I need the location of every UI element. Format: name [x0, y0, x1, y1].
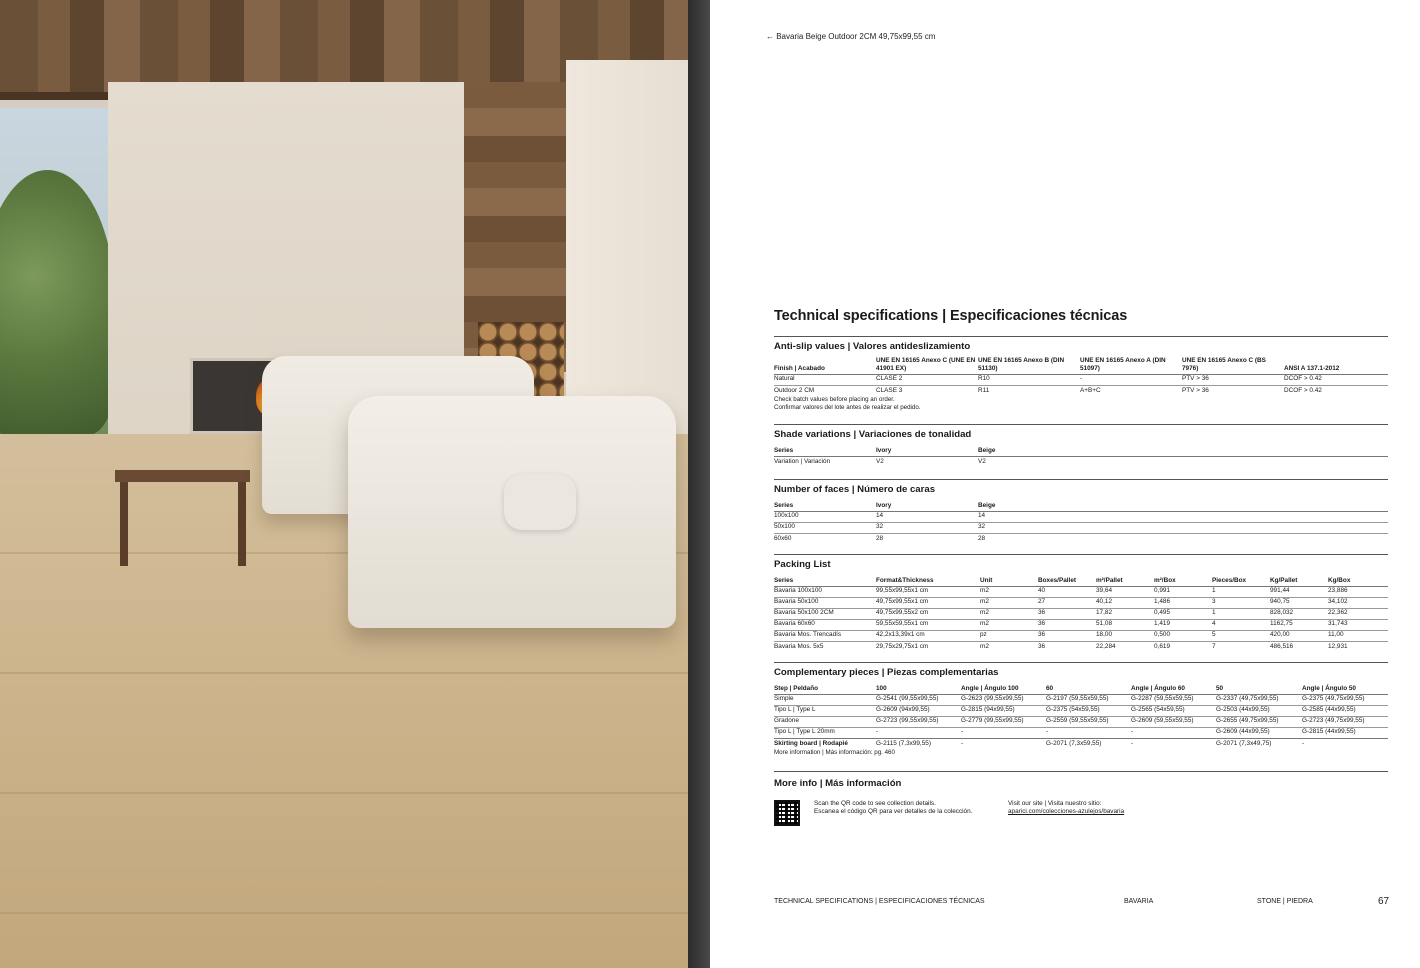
cell: m2 — [980, 597, 1038, 608]
column-header: UNE EN 16165 Anexo C (BS 7976) — [1182, 357, 1284, 374]
page-number: 67 — [1378, 896, 1390, 907]
section-title: Complementary pieces | Piezas complementarias — [774, 667, 999, 679]
section-title: More info | Más información — [774, 778, 902, 790]
cell: 49,75x99,55x1 cm — [876, 597, 980, 608]
cell: - — [961, 728, 964, 736]
cell: PTV > 36 — [1182, 374, 1284, 385]
section-title: Packing List — [774, 559, 831, 571]
cell: G-2287 (59,55x59,55) — [1131, 694, 1216, 705]
column-header: Finish | Acabado — [774, 357, 876, 374]
column-header: 100 — [876, 683, 961, 694]
cell: G-2503 (44x99,55) — [1216, 705, 1302, 716]
table-row — [774, 385, 1388, 396]
column-header: UNE EN 16165 Anexo A (DIN 51097) — [1080, 357, 1182, 374]
cell: 940,75 — [1270, 597, 1328, 608]
site-line: Visit our site | Visita nuestro sitio: — [1008, 800, 1102, 808]
more-info-row — [774, 800, 1388, 826]
cell: 0,495 — [1154, 608, 1212, 619]
cell: - — [961, 739, 964, 747]
cell: 99,55x99,55x1 cm — [876, 586, 980, 597]
cell: - — [876, 728, 879, 736]
cell: G-2197 (59,55x59,55) — [1046, 694, 1131, 705]
cell: 34,102 — [1328, 597, 1388, 608]
cell: G-2375 (49,75x99,55) — [1302, 694, 1388, 705]
cell: m2 — [980, 586, 1038, 597]
cell: G-2609 (44x99,55) — [1216, 728, 1270, 736]
cell: 7 — [1212, 642, 1216, 650]
footer-category: STONE | PIEDRA — [1257, 898, 1313, 905]
cell: 36 — [1038, 630, 1096, 641]
cell: 1 — [1212, 586, 1270, 597]
table-row — [774, 630, 1388, 641]
table-row — [774, 597, 1388, 608]
cell: 23,886 — [1328, 586, 1388, 597]
cell: Tipo L | Type L — [774, 705, 876, 716]
cell: 49,75x99,55x2 cm — [876, 608, 980, 619]
cell: 40 — [1038, 586, 1096, 597]
table-row — [774, 374, 1388, 385]
cell: m2 — [980, 619, 1038, 630]
cell: Outdoor 2 CM — [774, 386, 815, 394]
column-header: Boxes/Pallet — [1038, 575, 1096, 586]
cell: 0,991 — [1154, 586, 1212, 597]
cell: 36 — [1038, 608, 1096, 619]
column-header: Series — [774, 500, 876, 511]
cell: 0,619 — [1154, 642, 1170, 650]
cell: 12,931 — [1328, 642, 1348, 650]
cell: G-2071 (7,3x49,75) — [1216, 739, 1272, 747]
column-header: 50 — [1216, 683, 1302, 694]
batch-note-es: Confirmar valores del lote antes de realizar el pedido. — [774, 404, 921, 412]
table-leg — [238, 482, 246, 566]
anti-slip-section — [774, 336, 1388, 412]
cell: G-2541 (99,55x99,55) — [876, 694, 961, 705]
column-header: Beige — [978, 500, 1388, 511]
cell: G-2723 (99,55x99,55) — [876, 716, 961, 727]
cell: CLASE 2 — [876, 374, 978, 385]
cell: V2 — [978, 457, 986, 465]
column-header: ANSI A 137.1-2012 — [1284, 357, 1388, 374]
cell: - — [1046, 728, 1049, 736]
cell: G-2585 (44x99,55) — [1302, 705, 1388, 716]
cell: 1,486 — [1154, 597, 1212, 608]
site-link[interactable]: aparici.com/colecciones-azulejos/bavaria — [1008, 808, 1125, 816]
cell: A+B+C — [1080, 386, 1101, 394]
faces-section — [774, 479, 1388, 544]
column-header: UNE EN 16165 Anexo B (DIN 51130) — [978, 357, 1080, 374]
cushion — [504, 474, 576, 530]
cell: 22,362 — [1328, 608, 1388, 619]
shade-section — [774, 424, 1388, 467]
cell: 4 — [1212, 619, 1270, 630]
column-header: UNE EN 16165 Anexo C (UNE EN 41901 EX) — [876, 357, 978, 374]
cell: 420,00 — [1270, 630, 1328, 641]
footer — [774, 896, 1390, 910]
column-header: Beige — [978, 445, 1388, 456]
cell: 0,500 — [1154, 630, 1212, 641]
table-row — [774, 716, 1388, 727]
table-row — [774, 456, 1388, 467]
cell: 11,00 — [1328, 630, 1388, 641]
table-row — [774, 522, 1388, 533]
cell: 22,284 — [1096, 642, 1116, 650]
column-header: Kg/Box — [1328, 575, 1388, 586]
cell: G-2623 (99,55x99,55) — [961, 694, 1046, 705]
cell: PTV > 36 — [1182, 386, 1209, 394]
cell: 1 — [1212, 608, 1270, 619]
table-row — [774, 533, 1388, 544]
cell: G-2609 (94x99,55) — [876, 705, 961, 716]
cell: Tipo L | Type L 20mm — [774, 728, 835, 736]
cell: 100x100 — [774, 511, 876, 522]
cell: 1,419 — [1154, 619, 1212, 630]
table-row — [774, 727, 1388, 738]
cell: Bavaria 100x100 — [774, 586, 876, 597]
cell: Natural — [774, 374, 876, 385]
cell: G-2071 (7,3x59,55) — [1046, 739, 1102, 747]
cell: V2 — [876, 457, 884, 465]
cell: 14 — [876, 511, 978, 522]
table-row — [774, 705, 1388, 716]
column-header: 60 — [1046, 683, 1131, 694]
column-header: m²/Pallet — [1096, 575, 1154, 586]
cell: Bavaria Mos. Trencadís — [774, 630, 876, 641]
cell: Gradone — [774, 716, 876, 727]
cell: 29,75x29,75x1 cm — [876, 642, 929, 650]
cell: Bavaria 50x100 — [774, 597, 876, 608]
site-text — [1008, 800, 1124, 826]
batch-note: Check batch values before placing an order. — [774, 396, 895, 404]
table-row — [774, 641, 1388, 652]
cell: 991,44 — [1270, 586, 1328, 597]
cell: 5 — [1212, 630, 1270, 641]
cell: Skirting board | Rodapié — [774, 739, 848, 747]
footer-section: TECHNICAL SPECIFICATIONS | ESPECIFICACIONES TÉCNICAS — [774, 898, 985, 905]
cell: 36 — [1038, 619, 1096, 630]
qr-line: Scan the QR code to see collection details. — [814, 800, 936, 808]
column-header: m²/Box — [1154, 575, 1212, 586]
more-information-note: More information | Más información: pg. 460 — [774, 749, 895, 757]
back-link[interactable]: ← Bavaria Beige Outdoor 2CM 49,75x99,55 cm — [766, 32, 936, 41]
faces-table — [774, 500, 1388, 544]
column-header: Kg/Pallet — [1270, 575, 1328, 586]
table-row — [774, 694, 1388, 705]
packing-section — [774, 554, 1388, 652]
column-header: Ivory — [876, 445, 978, 456]
cell: m2 — [980, 608, 1038, 619]
cell: 3 — [1212, 597, 1270, 608]
cell: Variation | Variación — [774, 457, 831, 465]
cell: 32 — [978, 522, 1388, 533]
cell: 36 — [1038, 642, 1046, 650]
cell: 828,032 — [1270, 608, 1328, 619]
table-row — [774, 586, 1388, 597]
cell: 28 — [978, 534, 986, 542]
footer-collection: BAVARIA — [1124, 898, 1154, 905]
cell: G-2815 (94x99,55) — [961, 705, 1046, 716]
table-row — [774, 511, 1388, 522]
qr-text — [814, 800, 994, 826]
column-header: Angle | Ángulo 100 — [961, 683, 1046, 694]
cell: 40,12 — [1096, 597, 1154, 608]
cell: pz — [980, 630, 1038, 641]
cell: Bavaria Mos. 5x5 — [774, 642, 824, 650]
cell: 27 — [1038, 597, 1096, 608]
section-title: Number of faces | Número de caras — [774, 484, 936, 496]
cell: 28 — [876, 534, 884, 542]
cell: CLASE 3 — [876, 386, 903, 394]
cell: 17,82 — [1096, 608, 1154, 619]
spec-content — [774, 306, 1388, 826]
cell: Simple — [774, 694, 876, 705]
table-leg — [120, 482, 128, 566]
column-header: Series — [774, 445, 876, 456]
packing-table — [774, 575, 1388, 652]
cell: 1162,75 — [1270, 619, 1328, 630]
more-info-section — [774, 771, 1388, 826]
cell: G-2565 (54x59,55) — [1131, 705, 1216, 716]
cell: G-2559 (59,55x59,55) — [1046, 716, 1131, 727]
cell: 42,2x13,39x1 cm — [876, 630, 980, 641]
cell: 59,55x59,55x1 cm — [876, 619, 980, 630]
cell: 51,08 — [1096, 619, 1154, 630]
spec-page — [710, 0, 1420, 968]
column-header: Step | Peldaño — [774, 683, 876, 694]
column-header: Angle | Ángulo 50 — [1302, 683, 1388, 694]
cell: G-2375 (54x59,55) — [1046, 705, 1131, 716]
cell: G-2655 (49,75x99,55) — [1216, 716, 1302, 727]
column-header: Series — [774, 575, 876, 586]
page-gutter — [688, 0, 710, 968]
cell: DCOF > 0.42 — [1284, 386, 1322, 394]
cell: 50x100 — [774, 522, 876, 533]
section-title: Shade variations | Variaciones de tonalidad — [774, 429, 972, 441]
cell: 39,64 — [1096, 586, 1154, 597]
complementary-table — [774, 683, 1388, 749]
cell: R11 — [978, 386, 990, 394]
anti-slip-table — [774, 357, 1388, 396]
cell: G-2609 (59,55x59,55) — [1131, 716, 1216, 727]
skirting-row — [774, 738, 1388, 749]
side-table — [115, 470, 250, 482]
column-header: Unit — [980, 575, 1038, 586]
cell: m2 — [980, 642, 989, 650]
page-title: Technical specifications | Especificaciones técnicas — [774, 308, 1128, 324]
qr-line-es: Escanea el código QR para ver detalles de la colección. — [814, 808, 973, 816]
cell: G-2779 (99,55x99,55) — [961, 716, 1046, 727]
cell: Bavaria 60x60 — [774, 619, 876, 630]
cell: 18,00 — [1096, 630, 1154, 641]
cell: - — [1302, 739, 1305, 747]
shade-table — [774, 445, 1388, 467]
cell: 486,516 — [1270, 642, 1294, 650]
complementary-section — [774, 662, 1388, 757]
cell: G-2723 (49,75x99,55) — [1302, 716, 1388, 727]
cell: G-2337 (49,75x99,55) — [1216, 694, 1302, 705]
cell: - — [1131, 739, 1134, 747]
column-header: Format&Thickness — [876, 575, 980, 586]
cell: 14 — [978, 511, 1388, 522]
cell: DCOF > 0.42 — [1284, 374, 1388, 385]
column-header: Angle | Ángulo 60 — [1131, 683, 1216, 694]
cell: R10 — [978, 374, 1080, 385]
table-row — [774, 608, 1388, 619]
cell: 31,743 — [1328, 619, 1388, 630]
table-row — [774, 619, 1388, 630]
qr-code-icon[interactable] — [774, 800, 800, 826]
cell: G-2115 (7,3x99,55) — [876, 739, 931, 747]
cell: 60x60 — [774, 534, 792, 542]
cell: - — [1080, 374, 1182, 385]
column-header: Pieces/Box — [1212, 575, 1270, 586]
column-header: Ivory — [876, 500, 978, 511]
cell: 32 — [876, 522, 978, 533]
section-title: Anti-slip values | Valores antideslizamiento — [774, 341, 971, 352]
cell: - — [1131, 728, 1134, 736]
cell: Bavaria 50x100 2CM — [774, 608, 876, 619]
cell: G-2815 (44x99,55) — [1302, 728, 1356, 736]
